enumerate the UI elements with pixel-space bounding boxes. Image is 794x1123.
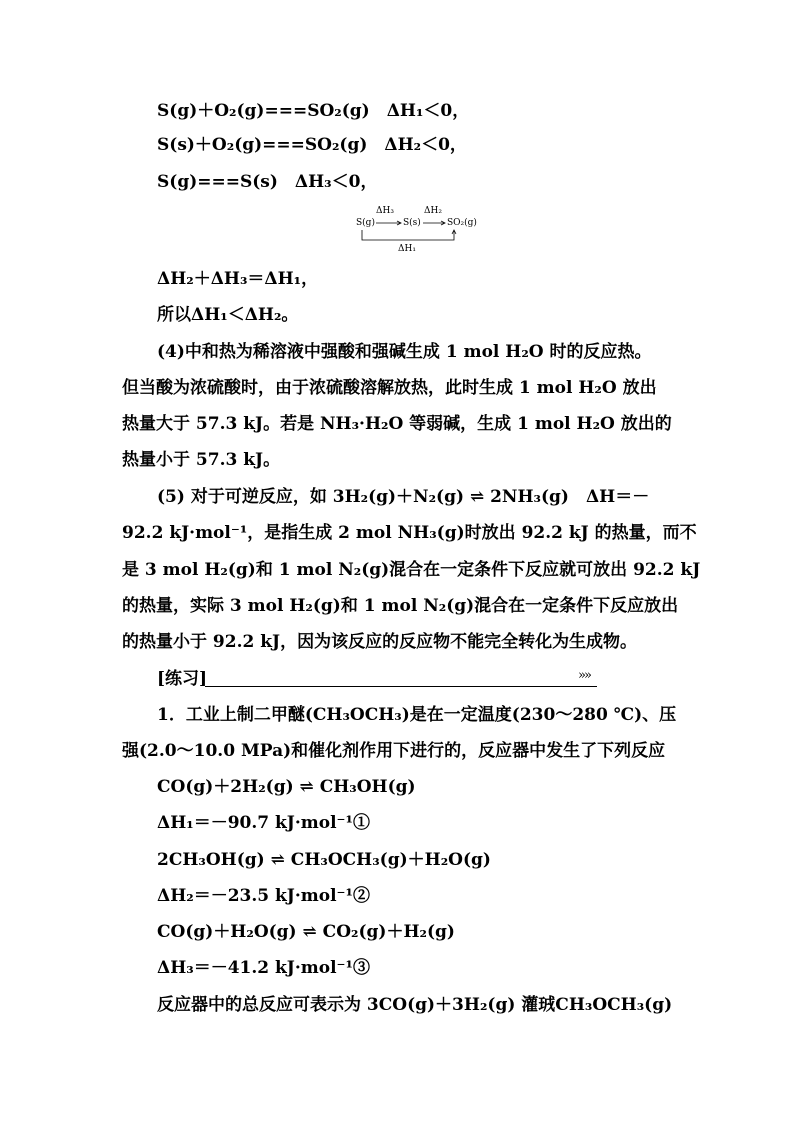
diagram-arrows [350, 200, 490, 260]
diagram-s-gas: S(g) [356, 218, 375, 228]
reaction-1 [157, 775, 416, 799]
energy-cycle-diagram [350, 200, 490, 260]
question1-line-1 [157, 703, 676, 727]
para4-text-3: 热量大于 57.3 kJ。若是 NH₃·H₂O 等弱碱，生成 1 mol H₂O 放出的 [122, 414, 672, 434]
conclusion-line [157, 303, 298, 327]
para5-line-5 [122, 630, 637, 654]
total-reaction-text: 反应器中的总反应可表示为 3CO(g)＋3H₂(g) 灌珬CH₃OCH₃(g) [157, 995, 673, 1015]
diagram-so2-gas: SO₂(g) [447, 218, 477, 228]
eq3-text: S(g)===S(s) ΔH₃＜0， [157, 172, 378, 192]
enthalpy-2-text: ΔH₂＝－23.5 kJ·mol⁻¹② [157, 886, 370, 906]
para5-line-3 [122, 558, 700, 582]
dh-sum-text: ΔH₂＋ΔH₃＝ΔH₁， [157, 269, 319, 289]
equation-line-1 [157, 99, 469, 123]
para5-text-4: 的热量，实际 3 mol H₂(g)和 1 mol N₂(g)混合在一定条件下反应放出 [122, 596, 679, 616]
enthalpy-1-text: ΔH₁＝－90.7 kJ·mol⁻¹① [157, 813, 370, 833]
diagram-dh1-label: ΔH₁ [398, 244, 416, 254]
question1-text-2: 强(2.0～10.0 MPa)和催化剂作用下进行的，反应器中发生了下列反应 [122, 741, 666, 761]
diagram-dh3-label: ΔH₃ [376, 206, 394, 216]
question1-text-1: 1．工业上制二甲醚(CH₃OCH₃)是在一定温度(230～280 ℃)、压 [157, 705, 677, 725]
reaction-1-text: CO(g)＋2H₂(g) ⇌ CH₃OH(g) [157, 777, 416, 797]
conclusion-text: 所以ΔH₁＜ΔH₂。 [157, 305, 299, 325]
para4-line-4 [122, 448, 280, 472]
para5-line-1 [157, 485, 649, 509]
para4-text-4: 热量小于 57.3 kJ。 [122, 450, 281, 470]
total-reaction-line [157, 993, 672, 1017]
reaction-3-text: CO(g)＋H₂O(g) ⇌ CO₂(g)＋H₂(g) [157, 922, 455, 942]
para4-line-2 [122, 376, 657, 400]
enthalpy-3 [157, 956, 370, 980]
diagram-dh2-label: ΔH₂ [424, 206, 442, 216]
eq1-text: S(g)＋O₂(g)===SO₂(g) ΔH₁＜0， [157, 101, 470, 121]
practice-divider [205, 686, 597, 687]
chevrons-icon: »» [578, 668, 590, 683]
practice-label: [练习] [157, 669, 208, 689]
para5-line-2 [122, 521, 697, 545]
para5-text-2: 92.2 kJ·mol⁻¹，是指生成 2 mol NH₃(g)时放出 92.2 kJ 的热量，而不 [122, 523, 697, 543]
practice-heading [157, 667, 207, 691]
eq2-text: S(s)＋O₂(g)===SO₂(g) ΔH₂＜0， [157, 135, 467, 155]
equation-line-2 [157, 133, 467, 157]
para5-text-3: 是 3 mol H₂(g)和 1 mol N₂(g)混合在一定条件下反应就可放出 92.2 kJ [122, 560, 701, 580]
equation-line-3 [157, 170, 377, 194]
para4-line-3 [122, 412, 672, 436]
para5-text-1: (5) 对于可逆反应，如 3H₂(g)＋N₂(g) ⇌ 2NH₃(g) ΔH＝－ [157, 487, 650, 507]
reaction-2 [157, 848, 491, 872]
enthalpy-3-text: ΔH₃＝－41.2 kJ·mol⁻¹③ [157, 958, 370, 978]
dh-sum-line [157, 267, 318, 291]
enthalpy-2 [157, 884, 370, 908]
para4-text-2: 但当酸为浓硫酸时，由于浓硫酸溶解放热，此时生成 1 mol H₂O 放出 [122, 378, 657, 398]
enthalpy-1 [157, 811, 370, 835]
reaction-2-text: 2CH₃OH(g) ⇌ CH₃OCH₃(g)＋H₂O(g) [157, 850, 491, 870]
question1-line-2 [122, 739, 665, 763]
reaction-3 [157, 920, 455, 944]
para5-line-4 [122, 594, 678, 618]
para5-text-5: 的热量小于 92.2 kJ，因为该反应的反应物不能完全转化为生成物。 [122, 632, 638, 652]
diagram-s-solid: S(s) [403, 218, 421, 228]
para4-text-1: (4)中和热为稀溶液中强酸和强碱生成 1 mol H₂O 时的反应热。 [157, 342, 652, 362]
para4-line-1 [157, 340, 652, 364]
